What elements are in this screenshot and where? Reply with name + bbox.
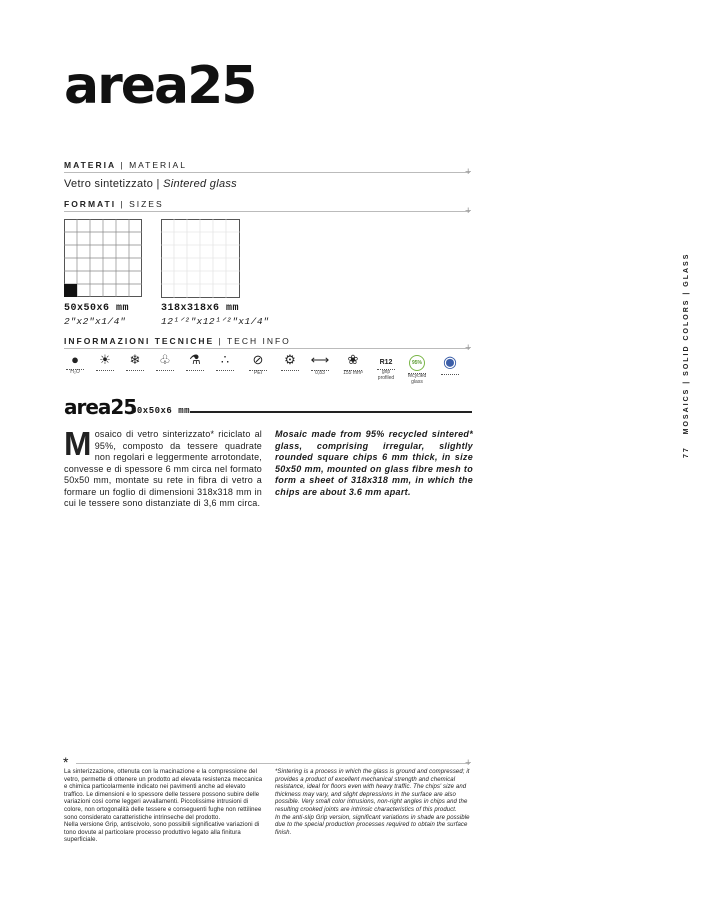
thickness-icon [307, 352, 333, 382]
sizes-heading [64, 199, 164, 209]
leed-icon [437, 352, 463, 382]
tech-label-it: INFORMAZIONI TECNICHE [64, 336, 215, 346]
tech-icons-row [62, 352, 472, 386]
material-value-en: Sintered glass [163, 178, 237, 190]
icon-underline [96, 370, 114, 371]
water-drop-icon-glyph: ● [71, 352, 79, 367]
grip-icon [373, 352, 399, 382]
size-sub-2: 12¹ᐟ²"x12¹ᐟ²"x1/4" [161, 316, 270, 327]
divider [64, 211, 470, 212]
stain-icon [212, 352, 238, 382]
frost-icon-glyph: ❄ [129, 352, 141, 367]
tech-label-en: TECH INFO [226, 336, 291, 346]
flower-icon [340, 352, 366, 382]
tile-sheet-318x318 [161, 219, 240, 298]
thermometer-icon [152, 352, 178, 382]
material-sep: | [120, 160, 125, 170]
single-tile-highlight [64, 284, 77, 297]
sun-icon [92, 352, 118, 382]
recycled-icon-glyph: 95% [409, 355, 425, 371]
product-size: 50x50x6 mm [131, 406, 191, 416]
footnote-it: La sinterizzazione, ottenuta con la macinazione e la compressione del vetro, permette di ottenere un prodotto ad elevata resistenza meccanica e chimica particolarmente indicato nei pavimenti anche ad elevato traffico. Le dimensioni e lo spessore delle tessere possono subire delle variazioni così come leggeri avvallamenti. Piccolissime intrusioni di colore, non ortogonalità delle tessere e conseguenti fughe non rettilinee sono considerato caratteristiche intrinseche del prodotto. Nella versione Grip, antiscivolo, sono possibili significative variazioni di tono dovute al particolare processo produttivo legato alla finitura superficiale. [64, 769, 263, 844]
icon-underline [126, 370, 144, 371]
icon-underline [441, 374, 459, 375]
grip-icon-glyph: R12 [379, 359, 393, 366]
leed-icon-glyph: ◉ [443, 354, 457, 371]
flower-icon-glyph: ❀ [347, 352, 359, 367]
stain-icon-glyph: ∴ [220, 352, 230, 367]
icon-underline [186, 370, 204, 371]
divider [64, 348, 470, 349]
product-logo: area25 [64, 395, 137, 419]
material-value [64, 178, 237, 190]
chemical-icon [182, 352, 208, 382]
recycled-icon [404, 352, 430, 385]
footnote-asterisk: * [63, 754, 69, 770]
grip-icon-caption: grip profiled [377, 369, 395, 381]
icon-underline [156, 370, 174, 371]
brand-logo: area25 [64, 56, 256, 116]
material-label-en: MATERIAL [129, 160, 187, 170]
size-main-1: 50x50x6 mm [64, 303, 130, 314]
description-it [64, 425, 262, 510]
sizes-label-en: SIZES [129, 199, 164, 209]
sun-icon-glyph: ☀ [99, 352, 111, 367]
thermometer-icon-glyph: ♧ [159, 352, 171, 367]
product-rule [190, 411, 472, 413]
no-pei-icon [245, 352, 271, 382]
frost-icon [122, 352, 148, 382]
tile-sheet-border [162, 220, 240, 298]
water-drop-icon [62, 352, 88, 382]
size-sub-1: 2"x2"x1/4" [64, 316, 127, 327]
sizes-sep: | [120, 199, 125, 209]
section-label: MOSAICS | SOLID COLORS | GLASS [683, 252, 690, 435]
divider [64, 172, 470, 173]
sizes-label-it: FORMATI [64, 199, 117, 209]
tile-grid-50x50 [64, 219, 142, 297]
gear-sun-icon-glyph: ⚙ [284, 352, 296, 367]
plus-icon: + [465, 166, 472, 178]
page-number: 77 [683, 446, 690, 458]
plus-icon: + [465, 757, 472, 769]
side-label [683, 253, 690, 458]
footnote-en: *Sintering is a process in which the glass is ground and compressed; it provides a product of excellent mechanical strength and chemical resistance, ideal for floors even with heavy traffic. The chips' size and thickness may vary, and slight depressions in the surface are also possible. Very small color intrusions, non-right angles in chips and the resulting crooked joints are intrinsic characteristics of this product. In the anti-slip Grip version, significant variations in shade are possible due to the special production processes required to obtain the surface finish. [275, 769, 470, 836]
icon-underline [281, 370, 299, 371]
material-value-it: Vetro sintetizzato [64, 178, 154, 190]
chemical-icon-glyph: ⚗ [189, 352, 201, 367]
divider [76, 763, 470, 764]
plus-icon: + [465, 342, 472, 354]
no-pei-icon-glyph: ⊘ [252, 352, 264, 367]
gear-sun-icon [277, 352, 303, 382]
no-pei-icon-caption: PEI [253, 370, 263, 376]
size-main-2: 318x318x6 mm [161, 303, 240, 314]
flower-icon-caption: 155 mm³ [343, 370, 363, 376]
description-it-text: osaico di vetro sinterizzato* riciclato al 95%, composto da tessere quadrate non regolari e leggermente arrotondate, convesse e di spessore 6 mm circa nel formato 50x50 mm, montate su rete in fibra di vetro a formare un foglio di dimensioni 318x318 mm in cui le tessere sono distanziate di 3,6 mm circa. [64, 429, 262, 508]
drop-cap: M [64, 425, 92, 462]
water-drop-icon-caption: H₂O [70, 369, 80, 375]
plus-icon: + [465, 205, 472, 217]
thickness-icon-caption: 0,83 [315, 370, 325, 376]
description-en: Mosaic made from 95% recycled sintered* glass, comprising irregular, slightly rounded square chips 6 mm thick, in size 50x50 mm, mounted on glass fibre mesh to form a sheet of 318x318 mm, in which the chips are about 3.6 mm apart. [275, 429, 473, 497]
material-heading [64, 160, 187, 170]
thickness-icon-glyph: ⟷ [310, 352, 330, 367]
tech-sep: | [218, 336, 223, 346]
material-label-it: MATERIA [64, 160, 117, 170]
recycled-icon-caption: recycled glass [407, 373, 427, 385]
icon-underline [216, 370, 234, 371]
material-value-sep: | [156, 178, 160, 190]
tech-heading [64, 336, 291, 346]
